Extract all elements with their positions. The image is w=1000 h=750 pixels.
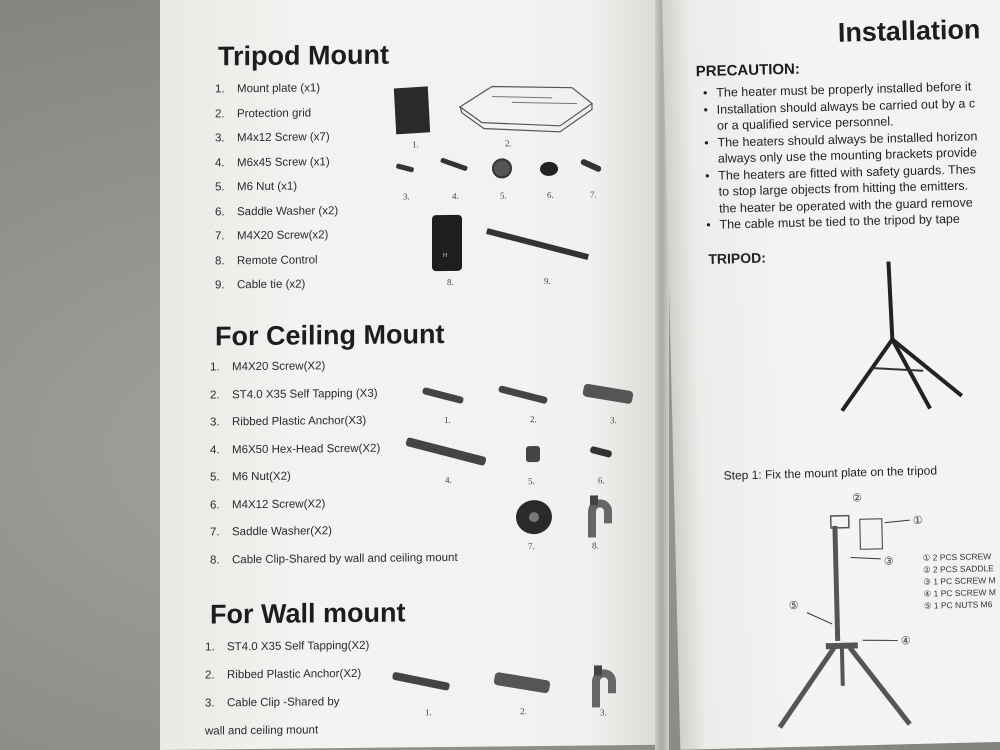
item-text: Cable Clip -Shared by	[227, 696, 340, 710]
list-item	[215, 278, 305, 291]
wall-list-continuation: wall and ceiling mount	[205, 724, 319, 738]
image-caption: 2.	[520, 706, 527, 717]
item-number: 8.	[215, 254, 225, 267]
legend-item: ③ 1 PC SCREW M	[923, 575, 996, 587]
right-page	[662, 0, 1000, 750]
list-item	[210, 442, 380, 456]
item-number: 9.	[215, 279, 225, 292]
item-number: 4.	[210, 443, 220, 456]
item-number: 3.	[210, 416, 220, 429]
item-text: Mount plate (x1)	[237, 82, 321, 96]
ceiling-self-tapping-image	[498, 385, 548, 404]
image-caption: 8.	[592, 540, 599, 551]
item-text: M4x12 Screw (x7)	[237, 131, 330, 145]
item-number: 1.	[215, 83, 225, 96]
list-item	[210, 360, 325, 373]
precaution-heading: PRECAUTION:	[695, 60, 801, 81]
item-text: ST4.0 X35 Self Tapping(X2)	[227, 639, 370, 654]
bullet: •	[703, 102, 709, 117]
image-caption: 1.	[425, 707, 432, 718]
remote-control-image: H	[432, 215, 462, 271]
item-text: Saddle Washer (x2)	[237, 204, 339, 218]
item-number: 2.	[215, 107, 225, 120]
item-text: Cable tie (x2)	[237, 278, 306, 292]
precaution-text: the heater be operated with the guard remove	[718, 194, 973, 216]
hex-head-screw-image	[405, 437, 487, 466]
list-item	[205, 640, 369, 654]
list-item	[210, 471, 291, 484]
mount-plate-image	[394, 86, 430, 134]
precaution-text: The heaters are fitted with safety guards. Thes	[718, 161, 976, 183]
image-caption: 4.	[445, 474, 452, 486]
item-number: 5.	[210, 471, 220, 484]
precaution-text: The cable must be tied to the tripod by tape	[719, 211, 961, 232]
item-number: 2.	[210, 388, 220, 401]
bullet: •	[704, 168, 710, 183]
item-text: M6x45 Screw (x1)	[237, 155, 330, 169]
protection-grid-image	[452, 81, 602, 145]
callout-3: ③	[883, 555, 894, 568]
tripod-label: TRIPOD:	[708, 249, 767, 267]
list-item	[215, 156, 330, 169]
item-number: 1.	[210, 361, 220, 374]
image-caption: 7.	[528, 541, 535, 552]
ceiling-m4x20-screw-image	[422, 387, 464, 404]
image-caption: 3.	[600, 707, 607, 718]
m6-nut-image	[492, 158, 512, 178]
list-item	[210, 525, 332, 538]
item-text: M6 Nut(X2)	[232, 470, 291, 484]
item-number: 3.	[215, 132, 225, 145]
precaution-text: Installation should always be carried out by a c	[716, 95, 976, 117]
image-caption: 2.	[505, 138, 512, 149]
precaution-text: The heaters should always be installed horizon	[717, 128, 978, 150]
image-caption: 6.	[547, 189, 554, 200]
item-number: 4.	[215, 156, 225, 169]
list-item	[215, 181, 297, 194]
item-text: Saddle Washer(X2)	[232, 525, 332, 539]
wall-mount-heading: For Wall mount	[210, 597, 406, 630]
cable-tie-image	[486, 228, 589, 260]
image-caption: 3.	[610, 415, 617, 426]
image-caption: 6.	[598, 475, 605, 486]
tripod-mount-heading: Tripod Mount	[218, 39, 389, 72]
ceiling-anchor-image	[582, 383, 633, 404]
ceiling-m4x12-screw-image	[589, 446, 612, 458]
bullet: •	[706, 217, 711, 232]
image-caption: 5.	[500, 190, 507, 201]
m4x12-screw-image	[396, 163, 415, 172]
bullet: •	[702, 85, 708, 101]
list-item	[205, 696, 340, 709]
list-item	[210, 551, 458, 566]
list-item	[215, 131, 330, 144]
wall-anchor-image	[493, 672, 550, 694]
list-item	[215, 254, 318, 267]
saddle-washer-image	[540, 162, 558, 176]
cable-clip-image	[580, 493, 620, 539]
precaution-text: or a qualified service personnel.	[716, 114, 894, 133]
item-number: 6.	[215, 205, 225, 218]
list-item	[215, 205, 338, 218]
item-text: Protection grid	[237, 106, 312, 120]
callout-1: ①	[912, 514, 923, 528]
ceiling-mount-heading: For Ceiling Mount	[215, 319, 445, 352]
precaution-list	[694, 77, 1000, 233]
item-text: Cable Clip-Shared by wall and ceiling mount	[232, 551, 458, 566]
item-number: 6.	[210, 498, 220, 511]
list-item	[215, 229, 328, 242]
bullet	[697, 196, 719, 197]
item-number: 1.	[205, 641, 215, 654]
wall-self-tapping-image	[392, 672, 450, 691]
precaution-text: to stop large objects from hitting the emitters.	[718, 178, 969, 199]
legend-item: ④ 1 PC SCREW M	[923, 587, 997, 599]
legend-item: ① 2 PCS SCREW	[922, 551, 992, 563]
list-item	[210, 415, 366, 429]
tripod-diagram	[828, 258, 972, 431]
item-text: M4X12 Screw(X2)	[232, 497, 326, 511]
step1-instruction: Step 1: Fix the mount plate on the tripod	[723, 463, 938, 483]
m4x20-screw-image	[580, 158, 602, 173]
image-caption: 7.	[590, 189, 597, 200]
image-caption: 1.	[412, 139, 419, 150]
legend-item: ② 2 PCS SADDLE	[922, 563, 995, 575]
precaution-text: The heater must be properly installed before it	[716, 79, 972, 100]
item-text: Ribbed Plastic Anchor(X3)	[232, 414, 367, 429]
legend-item: ⑤ 1 PC NUTS M6	[923, 599, 993, 611]
image-caption: 5.	[528, 476, 535, 487]
bullet	[695, 130, 717, 131]
item-text: Ribbed Plastic Anchor(X2)	[227, 667, 362, 682]
item-number: 8.	[210, 553, 220, 566]
item-number: 7.	[210, 526, 220, 539]
list-item	[215, 107, 311, 120]
item-number: 3.	[205, 697, 215, 710]
installation-heading: Installation	[837, 14, 981, 48]
list-item	[215, 82, 320, 95]
step1-diagram	[734, 484, 940, 739]
item-number: 5.	[215, 181, 225, 194]
image-caption: 1.	[444, 414, 451, 426]
item-text: M4X20 Screw(x2)	[237, 229, 329, 243]
ceiling-m6-nut-image	[526, 446, 540, 462]
list-item	[210, 387, 378, 401]
bullet	[697, 212, 719, 213]
wall-cable-clip-image	[584, 663, 624, 709]
image-caption: 4.	[452, 190, 459, 201]
step1-legend	[923, 550, 997, 612]
item-text: ST4.0 X35 Self Tapping (X3)	[232, 387, 378, 401]
m6x45-screw-image	[440, 157, 468, 171]
image-caption: 2.	[530, 414, 537, 425]
item-text: Remote Control	[237, 253, 318, 267]
bullet: •	[704, 135, 709, 150]
image-caption: 8.	[447, 276, 454, 287]
list-item	[205, 668, 361, 682]
ceiling-saddle-washer-image	[516, 500, 552, 534]
callout-4: ④	[900, 635, 911, 648]
item-number: 2.	[205, 669, 215, 682]
image-caption: 3.	[403, 191, 410, 202]
bullet	[696, 163, 718, 164]
precaution-text: always only use the mounting brackets provide	[717, 145, 978, 166]
list-item	[210, 498, 325, 511]
callout-2: ②	[852, 492, 863, 505]
item-text: M4X20 Screw(X2)	[232, 360, 326, 374]
left-page	[160, 0, 665, 750]
callout-5: ⑤	[788, 599, 799, 613]
item-number: 7.	[215, 230, 225, 243]
item-text: M6 Nut (x1)	[237, 180, 298, 194]
item-text: M6X50 Hex-Head Screw(X2)	[232, 442, 381, 456]
image-caption: 9.	[544, 275, 551, 286]
